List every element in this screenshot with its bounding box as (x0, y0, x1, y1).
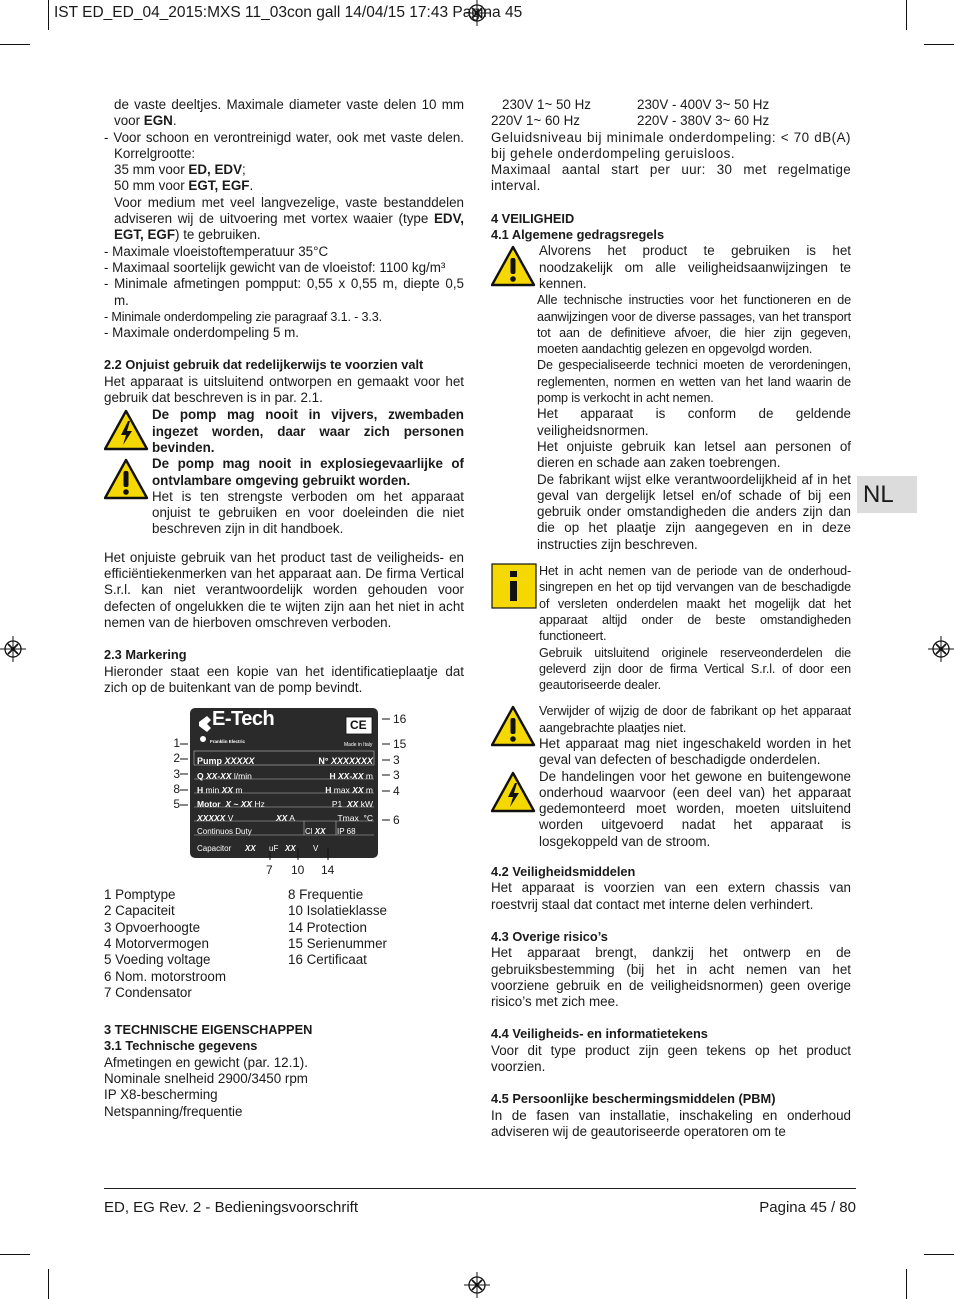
plate-row-duty: Continuos Duty Cl XX IP 68 (197, 827, 356, 837)
section-4-3-text: Het apparaat brengt, dankzij het ontwerp en de gebruiksbestemming (bij het in acht nemen van het voorziene gebruik en de veiligheidsnormen) geen overige risico’s met zich mee. (491, 945, 851, 1010)
crop-mark (906, 1269, 907, 1299)
plate-row-motor: Motor X ~ XX Hz P1 XX kW (197, 799, 373, 810)
legend-right: 8 Frequentie 10 Isolatieklasse 14 Protection 15 Serienummer 16 Certificaat (288, 887, 387, 968)
callout-7: 7 (266, 863, 273, 878)
crop-mark (0, 1254, 30, 1255)
crop-mark (48, 1269, 49, 1299)
technicians: De gespecialiseerde technici moeten de verordeningen, reglementen, normen en wetten van het land waarin de pomp is verkocht in acht nemen. (537, 358, 851, 406)
section-4-4-text: Voor dit type product zijn geen tekens op het product voorzien. (491, 1042, 851, 1075)
ce-mark: CE (350, 718, 367, 733)
registration-mark-icon (464, 1272, 490, 1298)
warning-block-disconnect (491, 769, 851, 850)
section-4-2-title: 4.2 Veiligheidsmiddelen (491, 864, 636, 880)
callout-10: 10 (291, 863, 305, 878)
warning-defects: Het apparaat mag niet ingeschakeld worden in het geval van defecten of beschadigde onderdelen. (539, 735, 851, 768)
crop-mark (48, 0, 49, 30)
page-footer (104, 1188, 856, 1216)
warning-read-first: Alvorens het product te gebruiken is het noodzakelijk om alle veiligheidsaanwijzingen te kennen. (539, 243, 851, 291)
warning-exclamation-icon (491, 703, 539, 749)
callout-3a: 3 (393, 753, 400, 768)
crop-mark (924, 44, 954, 45)
callouts-left: 1 2 3 8 5 (173, 736, 180, 811)
grain-size-1: 35 mm voor ED, EDV; (114, 162, 246, 178)
liability: De fabrikant wijst elke verantwoordelijkheid af in het geval van dergelijk letsel en/of schade of bij een gebruik onder omstandigheden die anders zijn dan die op het plaatje zijn aangegeven en in deze instructies zijn beschreven. (537, 471, 851, 552)
footer-doc-title: ED, EG Rev. 2 - Bedieningsvoorschrift (104, 1199, 358, 1216)
warning-block-labels (491, 703, 851, 768)
print-header: IST ED_ED_04_2015:MXS 11_03con gall 14/04/15 17:43 Pagina 45 (54, 4, 523, 21)
warning-block-general (491, 243, 851, 553)
legend-left: 1 Pomptype 2 Capaciteit 3 Opvoerhoogte 4 Motorvermogen 5 Voeding voltage 6 Nom. motorstroom 7 Condensator (104, 887, 227, 1000)
tech-line-2: Nominale snelheid 2900/3450 rpm (104, 1071, 308, 1087)
warning-exclamation-icon (104, 456, 152, 502)
crop-mark (924, 1254, 954, 1255)
info-block-maintenance (491, 563, 851, 693)
noise-level: Geluidsniveau bij minimale onderdompeling: < 70 dB(A) bij gehele onderdompeling geruisloos. (491, 129, 851, 161)
electric-hazard-icon (104, 407, 152, 453)
callout-16: 16 (393, 712, 407, 727)
bullet-solids: - Voor schoon en verontreinigd water, ook met vaste delen. Korrelgrootte: (104, 129, 464, 161)
section-3-title: 3 TECHNISCHE EIGENSCHAPPEN (104, 1022, 313, 1038)
bullet-max-immersion: - Maximale onderdompeling 5 m. (104, 325, 299, 341)
grain-size-2: 50 mm voor EGT, EGF. (114, 178, 254, 194)
callout-14: 14 (321, 863, 335, 878)
section-2-2-title: 2.2 Onjuist gebruik dat redelijkerwijs te voorzien valt (104, 357, 424, 373)
section-4-title: 4 VEILIGHEID (491, 210, 575, 226)
registration-mark-icon (928, 636, 954, 662)
section-4-2-text: Het apparaat is voorzien van een extern chassis van roestvrij staal dat contact met interne delen verhindert. (491, 880, 851, 912)
maintenance-info: Het in acht nemen van de periode van de onderhoud-singrepen en het op tijd vervangen van de beschadigde of versleten onderdelen maakt het mogelijk dat het apparaat altijd onder de beste omstandigheden functioneert. (539, 564, 851, 644)
original-parts: Gebruik uitsluitend originele reserveonderdelen die geleverd zijn door de firma Vertical S.r.l. of door een geautoriseerde dealer. (539, 645, 851, 693)
warning-labels: Verwijder of wijzig de door de fabrikant op het apparaat aangebrachte plaatjes niet. (539, 704, 851, 735)
right-column (491, 97, 851, 1140)
bullet-pit: - Minimale afmetingen pompput: 0,55 x 0,55 m, diepte 0,5 m. (104, 276, 464, 308)
intro-continuation: de vaste deeltjes. Maximale diameter vaste delen 10 mm voor EGN. (114, 97, 464, 129)
plate-row-capacitor: Capacitor XX uF XX V (197, 844, 319, 854)
warning-explosive: De pomp mag nooit in explosiegevaarlijke of ontvlambare omgeving gebruikt worden. (152, 456, 464, 488)
plate-row-pump: Pump XXXXX N° XXXXXXX (197, 756, 373, 767)
voltage-row-1: 230V 1~ 50 Hz 230V - 400V 3~ 50 Hz (502, 97, 770, 112)
crop-mark (0, 44, 30, 45)
callout-3b: 3 (393, 768, 400, 783)
section-2-3-text: Hieronder staat een kopie van het identificatieplaatje dat zich op de buitenkant van de pomp bevindt. (104, 663, 464, 695)
warning-misuse: Het is ten strengste verboden om het apparaat onjuist te gebruiken en voor doeleinden die niet beschreven zijn in dit handboek. (152, 488, 464, 537)
bullet-min-immersion: - Minimale onderdompeling zie paragraaf 3.1. - 3.3. (104, 309, 382, 324)
misuse-injury: Het onjuiste gebruik kan letsel aan personen of dieren en schade aan zaken toebrengen. (537, 438, 851, 471)
section-3-1-title: 3.1 Technische gegevens (104, 1038, 258, 1054)
warning-block-electric (104, 407, 464, 456)
plate-row-voltage: XXXXX V XX A Tmax °C (197, 813, 373, 824)
section-4-3-title: 4.3 Overige risico’s (491, 928, 608, 944)
plate-row-head: H min XX m H max XX m (197, 785, 373, 796)
vortex-advice: Voor medium met veel langvezelige, vaste bestanddelen adviseren wij de uitvoering met vortex waaier (type EDV, EGT, EGF) te gebruiken. (114, 194, 464, 243)
maintenance-disconnect: De handelingen voor het gewone en buitengewone onderhoud waarvoor (een deel van) het apparaat gedemonteerd moet worden, moeten uitsluitend worden uitgevoerd nadat het apparaat is losgekoppeld van de stroom. (539, 768, 851, 849)
sub-brand: Franklin Electric (210, 739, 246, 745)
info-icon (491, 563, 539, 609)
tech-line-4: Netspanning/frequentie (104, 1103, 243, 1119)
made-in: Made in Italy (344, 742, 373, 749)
warning-block-explosion (104, 456, 464, 537)
general-instructions: Alle technische instructies voor het functioneren en de aanwijzingen voor de diverse passages, van het transport tot aan de definitieve afvoer, die hier zijn gegeven, moeten aandachtig gelezen en opgevolgd worden. (537, 293, 851, 357)
section-4-5-title: 4.5 Persoonlijke beschermingsmiddelen (PBM) (491, 1091, 776, 1107)
max-starts: Maximaal aantal start per uur: 30 met regelmatige interval. (491, 162, 851, 194)
section-2-2-text-2: Het onjuiste gebruik van het product tast de veiligheids- en efficiëntiekenmerken van het apparaat aan. De firma Vertical S.r.l. kan niet verantwoordelijk worden gehouden voor defecten of ongelukken die te wijten zijn aan het niet in acht nemen van de hierboven omschreven verboden. (104, 549, 464, 630)
section-2-2-text: Het apparaat is uitsluitend ontworpen en gemaakt voor het gebruik dat beschreven is in par. 2.1. (104, 373, 464, 406)
nameplate-legend (104, 887, 464, 1001)
section-4-4-title: 4.4 Veiligheids- en informatietekens (491, 1026, 708, 1042)
registration-mark-icon (0, 636, 26, 662)
callout-6: 6 (393, 813, 400, 828)
bullet-temp: - Maximale vloeistoftemperatuur 35°C (104, 243, 329, 259)
section-4-5-text: In de fasen van installatie, inschakeling en onderhoud adviseren wij de geautoriseerde operatoren om te (491, 1107, 851, 1139)
plate-row-flow: Q XX-XX l/min H XX-XX m (197, 771, 373, 782)
brand-logo: E-Tech (212, 708, 275, 731)
section-4-1-title: 4.1 Algemene gedragsregels (491, 227, 665, 243)
callout-15: 15 (393, 737, 407, 752)
tech-line-1: Afmetingen en gewicht (par. 12.1). (104, 1054, 308, 1070)
conformity: Het apparaat is conform de geldende veiligheidsnormen. (537, 406, 851, 438)
crop-mark (906, 0, 907, 30)
callout-4: 4 (393, 784, 400, 799)
voltage-row-2: 220V 1~ 60 Hz 220V - 380V 3~ 60 Hz (491, 113, 770, 129)
electric-hazard-icon (491, 769, 539, 815)
bullet-weight: - Maximaal soortelijk gewicht van de vloeistof: 1100 kg/m³ (104, 259, 446, 275)
nameplate-diagram (104, 696, 464, 886)
language-tab: NL (857, 476, 917, 513)
footer-page-number: Pagina 45 / 80 (759, 1199, 856, 1216)
section-2-3-title: 2.3 Markering (104, 647, 187, 663)
warning-ponds: De pomp mag nooit in vijvers, zwembaden ingezet worden, daar waar zich personen bevinden. (152, 407, 464, 455)
warning-exclamation-icon (491, 243, 539, 289)
left-column (104, 97, 464, 1120)
tech-line-3: IP X8-bescherming (104, 1087, 218, 1103)
